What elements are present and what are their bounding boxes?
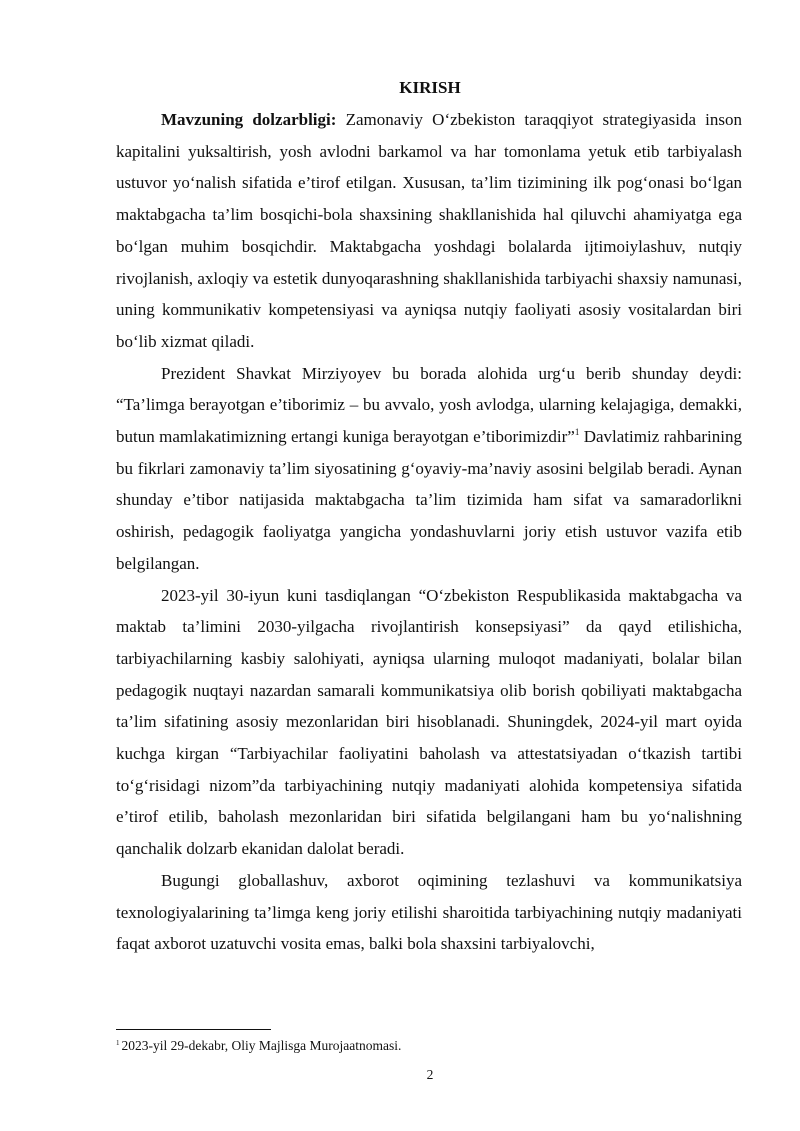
footnote-text: 2023-yil 29-dekabr, Oliy Majlisga Murojaatnomasi. (121, 1038, 402, 1053)
paragraph-text: Zamonaviy O‘zbekiston taraqqiyot strategiyasida inson kapitalini yuksaltirish, yosh avlodni barkamol va har tomonlama yetuk etib tarbiyalash ustuvor yo‘nalish sifatida e’tirof etilgan. Xususan, ta’lim tizimining ilk pog‘onasi bo‘lgan maktabgacha ta’lim bosqichi-bola shaxsining shakllanishida hal qiluvchi ahamiyatga ega bo‘lgan muhim bosqichdir. Maktabgacha yoshdagi bolalarda ijtimoiylashuv, nutqiy rivojlanish, axloqiy va estetik dunyoqarashning shakllanishida tarbiyachi shaxsiy namunasi, uning kommunikativ kompetensiyasi va ayniqsa nutqiy faoliyati asosiy vositalardan biri bo‘lib xizmat qiladi. (116, 110, 742, 351)
footnote (116, 1037, 401, 1055)
paragraph-relevance (116, 104, 742, 358)
paragraph-text: Prezident Shavkat Mirziyoyev bu borada alohida urg‘u berib shunday deydi: “Ta’limga berayotgan e’tiborimiz – bu avvalo, yosh avlodga, ularning kelajagiga, demakki, butun mamlakatimizning ertangi kuniga berayotgan e’tiborimizdir” (116, 363, 742, 447)
footnote-marker: 1 (116, 1039, 120, 1047)
paragraph-globalization (116, 865, 742, 960)
relevance-heading: Mavzuning dolzarbligi: (161, 110, 337, 129)
paragraph-text: Davlatimiz rahbarining bu fikrlari zamonaviy ta’lim siyosatining g‘oyaviy-ma’naviy asosini belgilab beradi. Aynan shunday e’tibor natijasida maktabgacha ta’lim tizimida ham sifat va samaradorlikni oshirish, pedagogik faoliyatga yangicha yondashuvlarni joriy etish ustuvor vazifa etib belgilangan. (116, 427, 742, 573)
body-text (116, 104, 742, 960)
footnote-separator (116, 1029, 271, 1030)
page-number: 2 (426, 1067, 434, 1082)
paragraph-text: 2023-yil 30-iyun kuni tasdiqlangan “O‘zbekiston Respublikasida maktabgacha va maktab ta’limini 2030-yilgacha rivojlantirish konsepsiyasi” da qayd etilishicha, tarbiyachilarning kasbiy salohiyati, ayniqsa ularning muloqot madaniyati, bolalar bilan pedagogik nuqtayi nazardan samarali kommunikatsiya olib borish qobiliyati maktabgacha ta’lim sifatining asosiy mezonlaridan biri hisoblanadi. Shuningdek, 2024-yil mart oyida kuchga kirgan “Tarbiyachilar faoliyatini baholash va attestatsiyadan o‘tkazish tartibi to‘g‘risidagi nizom”da tarbiyachining nutqiy madaniyati alohida kompetensiya sifatida e’tirof etilib, baholash mezonlaridan biri sifatida belgilangani ham bu yo‘nalishning qanchalik dolzarb ekanidan dalolat beradi. (116, 585, 742, 859)
footnote-reference[interactable]: 1 (574, 427, 580, 438)
paragraph-text: Bugungi globallashuv, axborot oqimining tezlashuvi va kommunikatsiya texnologiyalarining ta’limga keng joriy etilishi sharoitida tarbiyachining nutqiy madaniyati faqat axborot uzatuvchi vosita emas, balki bola shaxsini tarbiyalovchi, (116, 870, 742, 954)
section-title: KIRISH (399, 78, 461, 97)
paragraph-president-quote (116, 358, 742, 580)
paragraph-concept (116, 580, 742, 865)
